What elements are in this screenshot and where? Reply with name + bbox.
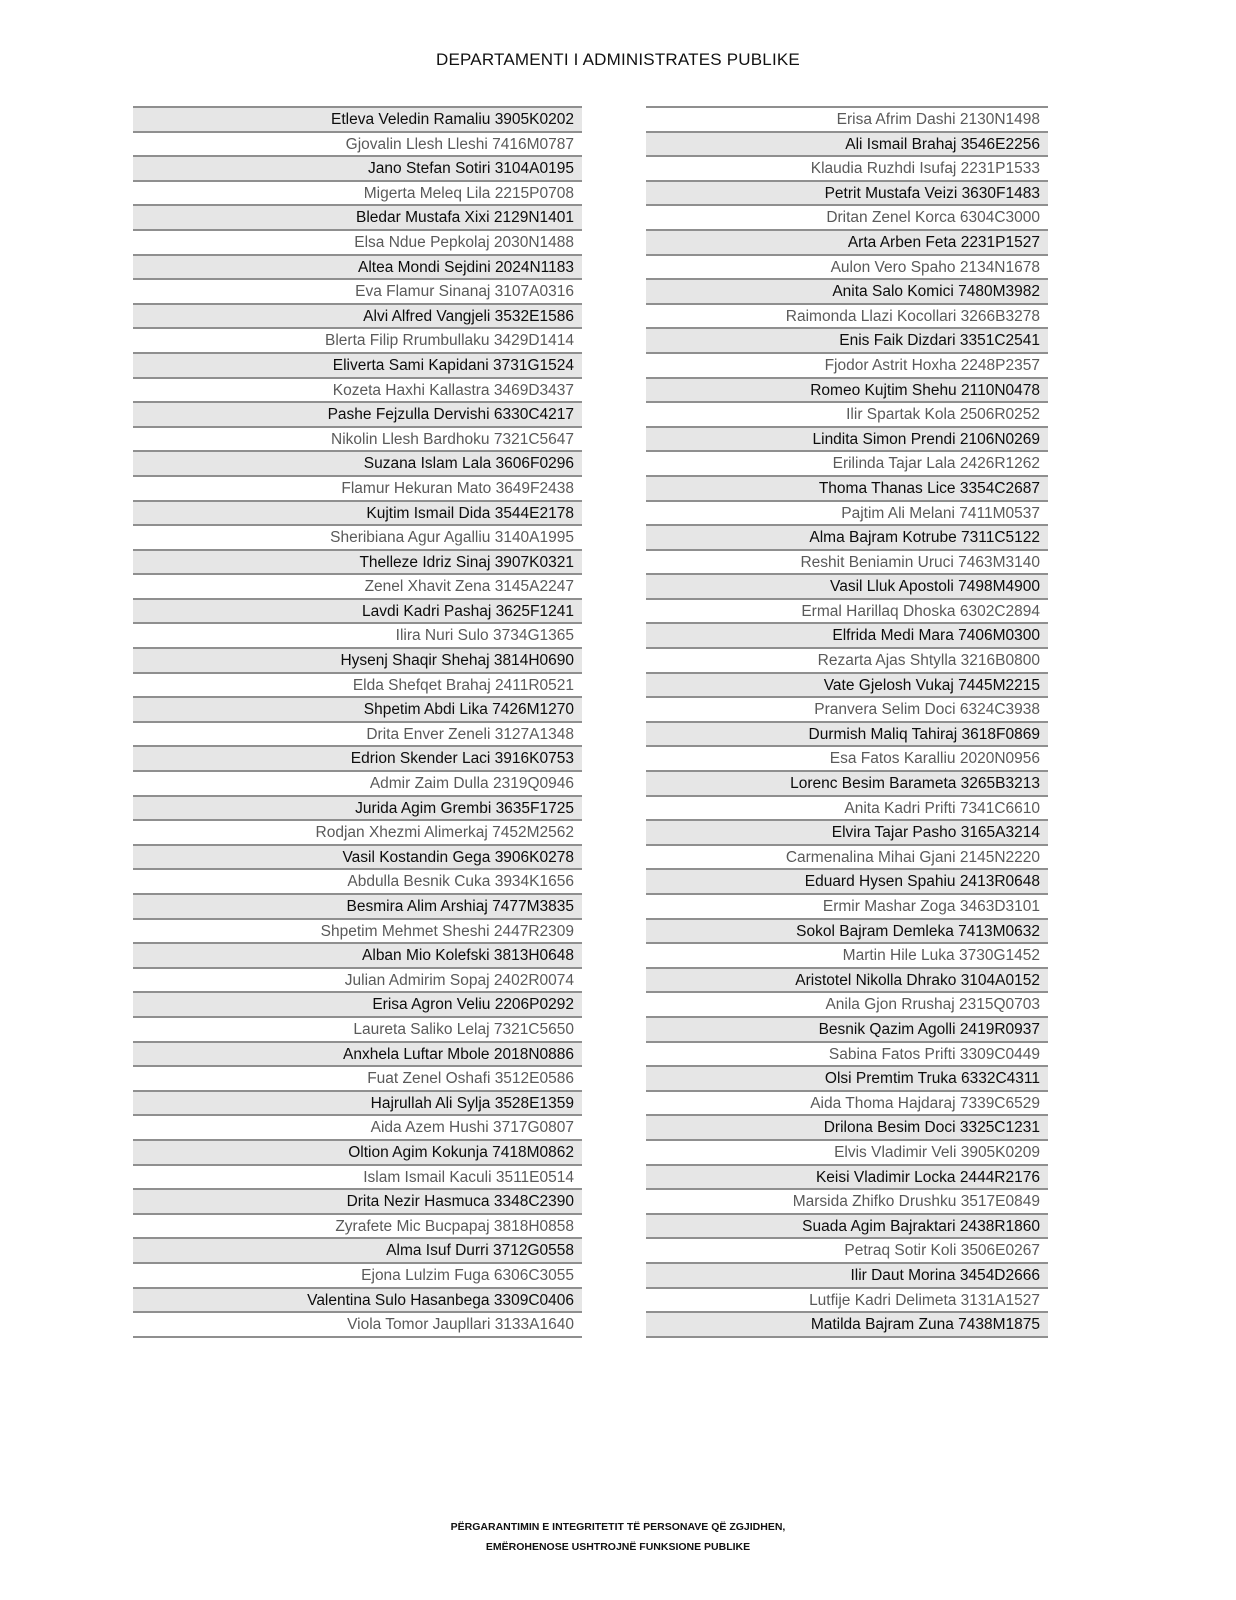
- list-row: Romeo Kujtim Shehu 2110N0478: [646, 379, 1048, 404]
- list-row: Vasil Kostandin Gega 3906K0278: [133, 846, 582, 871]
- list-row: Elda Shefqet Brahaj 2411R0521: [133, 674, 582, 699]
- list-row: Aida Thoma Hajdaraj 7339C6529: [646, 1092, 1048, 1117]
- list-row: Eduard Hysen Spahiu 2413R0648: [646, 870, 1048, 895]
- list-row: Besnik Qazim Agolli 2419R0937: [646, 1018, 1048, 1043]
- list-row: Shpetim Mehmet Sheshi 2447R2309: [133, 920, 582, 945]
- list-row: Drilona Besim Doci 3325C1231: [646, 1116, 1048, 1141]
- list-row: Suada Agim Bajraktari 2438R1860: [646, 1215, 1048, 1240]
- list-row: Enis Faik Dizdari 3351C2541: [646, 329, 1048, 354]
- list-row: Erilinda Tajar Lala 2426R1262: [646, 452, 1048, 477]
- list-row: Jurida Agim Grembi 3635F1725: [133, 797, 582, 822]
- list-row: Olsi Premtim Truka 6332C4311: [646, 1067, 1048, 1092]
- list-row: Keisi Vladimir Locka 2444R2176: [646, 1166, 1048, 1191]
- footer: [0, 1517, 1236, 1557]
- list-row: Pajtim Ali Melani 7411M0537: [646, 502, 1048, 527]
- list-row: Aristotel Nikolla Dhrako 3104A0152: [646, 969, 1048, 994]
- list-row: Valentina Sulo Hasanbega 3309C0406: [133, 1289, 582, 1314]
- list-row: Dritan Zenel Korca 6304C3000: [646, 206, 1048, 231]
- list-row: Drita Enver Zeneli 3127A1348: [133, 723, 582, 748]
- list-row: Aida Azem Hushi 3717G0807: [133, 1116, 582, 1141]
- list-row: Zyrafete Mic Bucpapaj 3818H0858: [133, 1215, 582, 1240]
- list-row: Sheribiana Agur Agalliu 3140A1995: [133, 526, 582, 551]
- list-row: Pashe Fejzulla Dervishi 6330C4217: [133, 403, 582, 428]
- list-row: Fjodor Astrit Hoxha 2248P2357: [646, 354, 1048, 379]
- list-row: Oltion Agim Kokunja 7418M0862: [133, 1141, 582, 1166]
- list-row: Alban Mio Kolefski 3813H0648: [133, 944, 582, 969]
- list-row: Alvi Alfred Vangjeli 3532E1586: [133, 305, 582, 330]
- list-row: Erisa Afrim Dashi 2130N1498: [646, 108, 1048, 133]
- list-row: Alma Isuf Durri 3712G0558: [133, 1239, 582, 1264]
- list-row: Petrit Mustafa Veizi 3630F1483: [646, 182, 1048, 207]
- list-row: Ilir Spartak Kola 2506R0252: [646, 403, 1048, 428]
- list-row: Ermir Mashar Zoga 3463D3101: [646, 895, 1048, 920]
- list-row: Reshit Beniamin Uruci 7463M3140: [646, 551, 1048, 576]
- list-row: Rodjan Xhezmi Alimerkaj 7452M2562: [133, 821, 582, 846]
- list-row: Elvis Vladimir Veli 3905K0209: [646, 1141, 1048, 1166]
- list-row: Kozeta Haxhi Kallastra 3469D3437: [133, 379, 582, 404]
- list-row: Eliverta Sami Kapidani 3731G1524: [133, 354, 582, 379]
- list-row: Thelleze Idriz Sinaj 3907K0321: [133, 551, 582, 576]
- list-row: Vasil Lluk Apostoli 7498M4900: [646, 575, 1048, 600]
- page-title: DEPARTAMENTI I ADMINISTRATES PUBLIKE: [436, 50, 800, 69]
- list-row: Drita Nezir Hasmuca 3348C2390: [133, 1190, 582, 1215]
- list-row: Viola Tomor Jaupllari 3133A1640: [133, 1313, 582, 1338]
- list-row: Lindita Simon Prendi 2106N0269: [646, 428, 1048, 453]
- list-row: Zenel Xhavit Zena 3145A2247: [133, 575, 582, 600]
- list-row: Arta Arben Feta 2231P1527: [646, 231, 1048, 256]
- footer-line-2: EMËROHENOSE USHTROJNË FUNKSIONE PUBLIKE: [485, 1541, 751, 1553]
- list-row: Etleva Veledin Ramaliu 3905K0202: [133, 108, 582, 133]
- list-row: Islam Ismail Kaculi 3511E0514: [133, 1166, 582, 1191]
- list-row: Hajrullah Ali Sylja 3528E1359: [133, 1092, 582, 1117]
- list-row: Matilda Bajram Zuna 7438M1875: [646, 1313, 1048, 1338]
- list-row: Sokol Bajram Demleka 7413M0632: [646, 920, 1048, 945]
- list-row: Anita Kadri Prifti 7341C6610: [646, 797, 1048, 822]
- list-row: Raimonda Llazi Kocollari 3266B3278: [646, 305, 1048, 330]
- list-row: Eva Flamur Sinanaj 3107A0316: [133, 280, 582, 305]
- list-row: Alma Bajram Kotrube 7311C5122: [646, 526, 1048, 551]
- list-row: Kujtim Ismail Dida 3544E2178: [133, 502, 582, 527]
- list-row: Vate Gjelosh Vukaj 7445M2215: [646, 674, 1048, 699]
- list-row: Shpetim Abdi Lika 7426M1270: [133, 698, 582, 723]
- list-row: Hysenj Shaqir Shehaj 3814H0690: [133, 649, 582, 674]
- list-row: Aulon Vero Spaho 2134N1678: [646, 256, 1048, 281]
- list-row: Abdulla Besnik Cuka 3934K1656: [133, 870, 582, 895]
- list-row: Lutfije Kadri Delimeta 3131A1527: [646, 1289, 1048, 1314]
- left-name-list: [133, 106, 582, 1338]
- list-row: Ermal Harillaq Dhoska 6302C2894: [646, 600, 1048, 625]
- right-name-list: [646, 106, 1048, 1338]
- list-row: Pranvera Selim Doci 6324C3938: [646, 698, 1048, 723]
- list-row: Julian Admirim Sopaj 2402R0074: [133, 969, 582, 994]
- list-row: Elfrida Medi Mara 7406M0300: [646, 624, 1048, 649]
- list-row: Martin Hile Luka 3730G1452: [646, 944, 1048, 969]
- list-row: Besmira Alim Arshiaj 7477M3835: [133, 895, 582, 920]
- list-row: Ejona Lulzim Fuga 6306C3055: [133, 1264, 582, 1289]
- list-row: Esa Fatos Karalliu 2020N0956: [646, 747, 1048, 772]
- list-row: Lorenc Besim Barameta 3265B3213: [646, 772, 1048, 797]
- list-row: Altea Mondi Sejdini 2024N1183: [133, 256, 582, 281]
- list-row: Rezarta Ajas Shtylla 3216B0800: [646, 649, 1048, 674]
- footer-line-1: PËRGARANTIMIN E INTEGRITETIT TË PERSONAVE QË ZGJIDHEN,: [450, 1521, 786, 1533]
- list-row: Nikolin Llesh Bardhoku 7321C5647: [133, 428, 582, 453]
- list-row: Bledar Mustafa Xixi 2129N1401: [133, 206, 582, 231]
- list-row: Erisa Agron Veliu 2206P0292: [133, 993, 582, 1018]
- list-row: Migerta Meleq Lila 2215P0708: [133, 182, 582, 207]
- list-row: Ali Ismail Brahaj 3546E2256: [646, 133, 1048, 158]
- list-row: Elvira Tajar Pasho 3165A3214: [646, 821, 1048, 846]
- list-row: Carmenalina Mihai Gjani 2145N2220: [646, 846, 1048, 871]
- list-row: Durmish Maliq Tahiraj 3618F0869: [646, 723, 1048, 748]
- list-row: Klaudia Ruzhdi Isufaj 2231P1533: [646, 157, 1048, 182]
- list-row: Fuat Zenel Oshafi 3512E0586: [133, 1067, 582, 1092]
- list-row: Anxhela Luftar Mbole 2018N0886: [133, 1043, 582, 1068]
- list-row: Gjovalin Llesh Lleshi 7416M0787: [133, 133, 582, 158]
- list-row: Suzana Islam Lala 3606F0296: [133, 452, 582, 477]
- list-row: Ilira Nuri Sulo 3734G1365: [133, 624, 582, 649]
- list-row: Petraq Sotir Koli 3506E0267: [646, 1239, 1048, 1264]
- list-row: Flamur Hekuran Mato 3649F2438: [133, 477, 582, 502]
- list-row: Marsida Zhifko Drushku 3517E0849: [646, 1190, 1048, 1215]
- list-row: Lavdi Kadri Pashaj 3625F1241: [133, 600, 582, 625]
- list-row: Edrion Skender Laci 3916K0753: [133, 747, 582, 772]
- list-row: Anita Salo Komici 7480M3982: [646, 280, 1048, 305]
- list-row: Sabina Fatos Prifti 3309C0449: [646, 1043, 1048, 1068]
- list-row: Jano Stefan Sotiri 3104A0195: [133, 157, 582, 182]
- list-row: Admir Zaim Dulla 2319Q0946: [133, 772, 582, 797]
- list-row: Blerta Filip Rrumbullaku 3429D1414: [133, 329, 582, 354]
- list-row: Ilir Daut Morina 3454D2666: [646, 1264, 1048, 1289]
- list-row: Anila Gjon Rrushaj 2315Q0703: [646, 993, 1048, 1018]
- list-row: Elsa Ndue Pepkolaj 2030N1488: [133, 231, 582, 256]
- list-row: Thoma Thanas Lice 3354C2687: [646, 477, 1048, 502]
- list-row: Laureta Saliko Lelaj 7321C5650: [133, 1018, 582, 1043]
